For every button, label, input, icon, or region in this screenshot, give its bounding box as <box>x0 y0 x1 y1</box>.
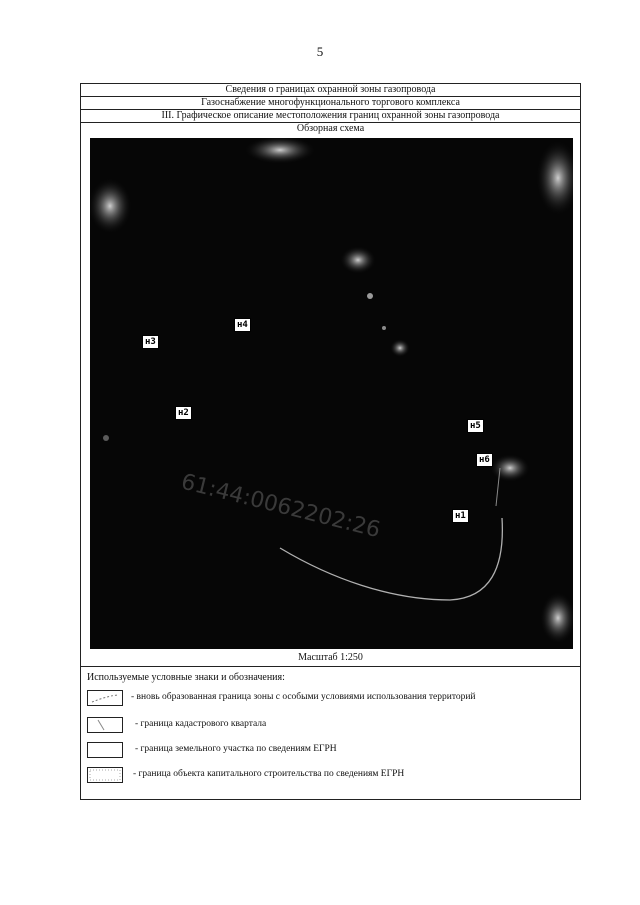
legend-swatch-cadastral-quarter <box>87 717 123 733</box>
point-label-n6: н6 <box>476 453 493 467</box>
map-speck <box>382 326 386 330</box>
legend-title: Используемые условные знаки и обозначения: <box>87 672 285 683</box>
header-section: III. Графическое описание местоположения границ охранной зоны газопровода <box>81 110 580 123</box>
legend-text: - граница земельного участка по сведениям ЕГРН <box>135 744 337 754</box>
legend-item-new-zone-boundary <box>87 690 577 708</box>
map-speck <box>103 435 109 441</box>
legend-item-land-plot <box>87 742 577 760</box>
cadastral-number-label: 61:44:0062202:26 <box>178 469 383 544</box>
legend-text: - граница объекта капитального строительства по сведениям ЕГРН <box>133 769 405 779</box>
map-image <box>90 138 573 649</box>
dotted-outline-icon <box>88 768 122 782</box>
point-label-n5: н5 <box>467 419 484 433</box>
legend-item-capital-construction <box>87 767 577 785</box>
map-bright-area <box>390 339 410 357</box>
point-label-n4: н4 <box>234 318 251 332</box>
map-bright-area <box>90 178 132 234</box>
slanted-line-icon <box>88 718 122 732</box>
header-title: Сведения о границах охранной зоны газопровода <box>81 84 580 97</box>
legend-text: - вновь образованная граница зоны с особыми условиями использования территорий <box>131 692 476 702</box>
overview-map <box>90 138 573 649</box>
map-bright-area <box>490 454 530 482</box>
legend-swatch-land-plot <box>87 742 123 758</box>
legend-text: - граница кадастрового квартала <box>135 719 267 729</box>
dashed-line-icon <box>88 691 122 705</box>
legend-swatch-capital-construction <box>87 767 123 783</box>
legend-swatch-new-zone <box>87 690 123 706</box>
point-label-n2: н2 <box>175 406 192 420</box>
legend-item-cadastral-quarter <box>87 717 577 735</box>
scheme-title: Обзорная схема <box>296 123 365 134</box>
header-object: Газоснабжение многофункционального торгового комплекса <box>81 97 580 110</box>
map-bright-area <box>340 246 376 274</box>
divider <box>81 666 580 667</box>
point-label-n3: н3 <box>142 335 159 349</box>
page-number: 5 <box>316 44 324 59</box>
point-label-n1: н1 <box>452 509 469 523</box>
map-scale: Масштаб 1:250 <box>298 652 363 663</box>
map-speck <box>367 293 373 299</box>
document-frame <box>80 83 581 800</box>
